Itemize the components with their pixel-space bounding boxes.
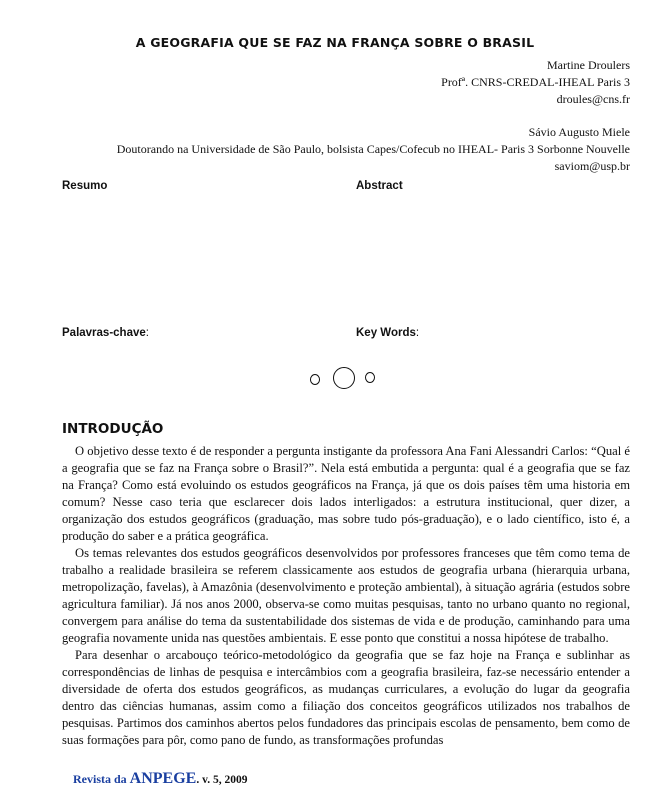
article-title: A GEOGRAFIA QUE SE FAZ NA FRANÇA SOBRE O BRASIL [135,35,535,50]
body-text [62,443,630,749]
palavras-chave-label: Palavras-chave: [62,327,149,339]
journal-footer [73,770,247,788]
author-name: Sávio Augusto Miele [528,125,630,139]
abstract-label: Abstract [356,180,403,192]
footer-prefix: Revista da [73,772,130,786]
large-circle-icon [333,367,355,389]
section-heading: INTRODUÇÃO [62,421,164,437]
author-block-2 [117,124,630,175]
paragraph: O objetivo desse texto é de responder a pergunta instigante da professora Ana Fani Alessandri Carlos: “Qual é a geografia que se faz na França sobre o Brasil?”. Nela está embutida a pergunta: qual é a geografia que se faz na França? Como está evoluindo os estudos geográficos na França, já que os dois países têm uma historia em comum? Nesse caso teria que esclarecer dois lados interligados: a estrutura institucional, quer dizer, a organização dos estudos geográficos (graduação, mas sobre tudo pós-graduação), e o lado científico, isto é, a produção do saber e a prática geográfica. [62,444,630,543]
key-words-label: Key Words: [356,327,420,339]
author-affiliation: Profª. CNRS-CREDAL-IHEAL Paris 3 [441,75,630,89]
small-circle-icon [365,372,375,383]
author-name: Martine Droulers [547,58,630,72]
section-ornament [310,366,380,392]
author-affiliation: Doutorando na Universidade de São Paulo, bolsista Capes/Cofecub no IHEAL- Paris 3 Sorbonne Nouvelle [116,142,630,156]
author-block-1 [441,57,630,108]
journal-volume: . v. 5, 2009 [196,774,248,786]
author-email: saviom@usp.br [554,159,630,173]
resumo-label: Resumo [62,180,108,192]
journal-name: ANPEGE [129,770,197,787]
small-circle-icon [310,374,320,385]
paragraph: Para desenhar o arcabouço teórico-metodológico da geografia que se faz hoje na França e sublinhar as correspondências de linhas de pesquisa e intercâmbios com a geografia brasileira, faz-se necessário entender a diversidade de oferta dos estudos geográficos, as mudanças curriculares, a evolução do lugar da geografia dentro das ciências humanas, assim como a filiação dos conceitos geográficos utilizados nos trabalhos de pesquisas. Partimos dos caminhos abertos pelos fundadores das principais escolas de pensamento, bem como de suas formações para pôr, como pano de fundo, as transformações profundas [62,648,630,747]
paragraph: Os temas relevantes dos estudos geográficos desenvolvidos por professores franceses que têm como tema de trabalho a realidade brasileira se referem classicamente aos estudos de geografia urbana (hierarquia urbana, metropolização, favelas), à Amazônia (desenvolvimento e proteção ambiental), à situação agrária (estudos sobre agricultura familiar). Já nos anos 2000, observa-se como muitas pesquisas, tanto no urbano quanto no regional, convergem para análise do tema da sustentabilidade dos sistemas de vida e de produção, caminhando para uma geografia novamente unida nas questões ambientais. E esse ponto que constitui a nossa hipótese de trabalho. [62,546,630,645]
author-email: droules@cns.fr [556,92,630,106]
